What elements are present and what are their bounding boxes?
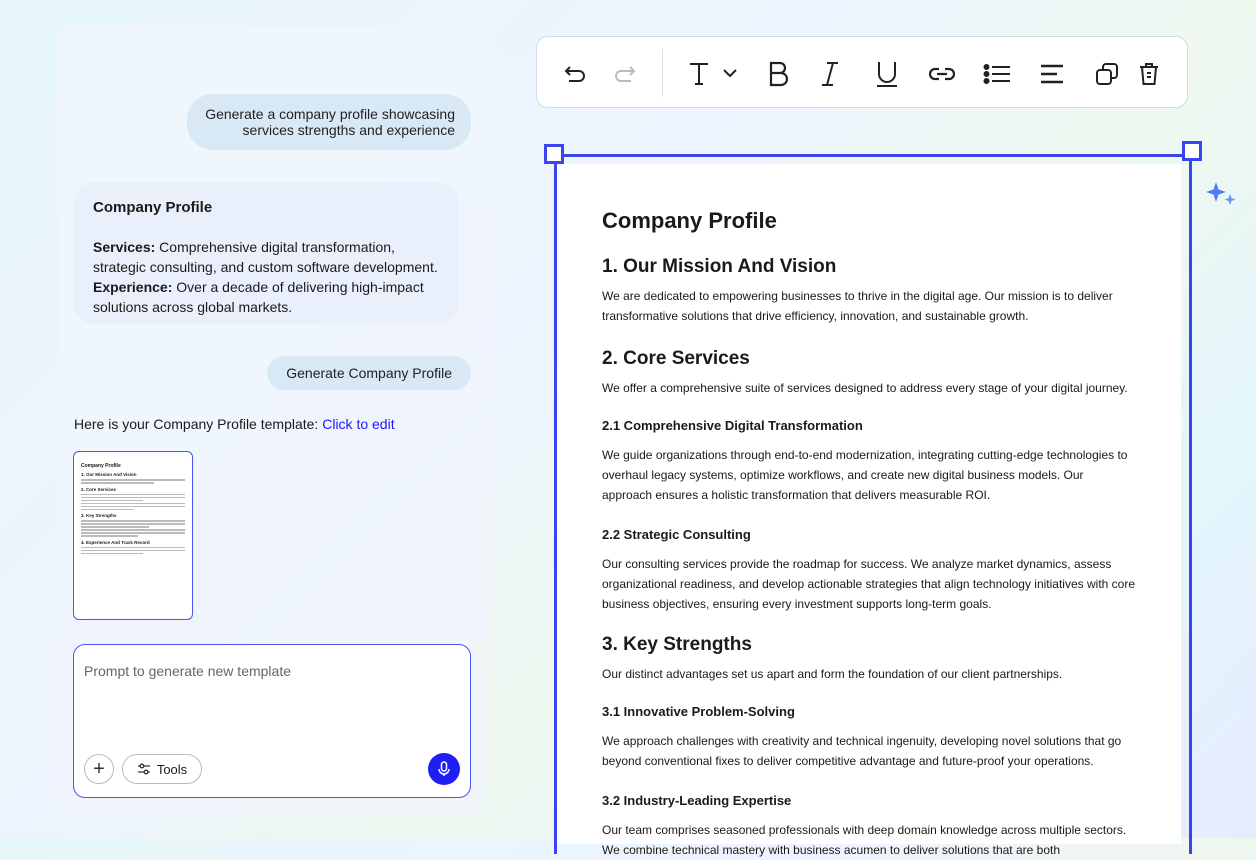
- link-button[interactable]: [927, 59, 957, 89]
- ai-card-experience: Experience: Over a decade of delivering high-impact solutions across global markets.: [93, 279, 424, 315]
- chat-panel: [58, 26, 486, 814]
- subsection-heading: 2.2 Strategic Consulting: [602, 527, 751, 542]
- text-style-icon: [686, 61, 746, 87]
- undo-icon: [564, 64, 588, 84]
- subsection-heading: 3.2 Industry-Leading Expertise: [602, 793, 792, 808]
- subsection-text: We approach challenges with creativity and technical ingenuity, developing novel solutions that go beyond conventional fixes to deliver competitive advantage and future-proof your operations.: [602, 734, 1122, 768]
- thumb-heading: 3. Key Strengths: [81, 513, 117, 518]
- subsection-text: Our consulting services provide the roadmap for success. We analyze market dynamics, assess organizational readiness, and develop actionable strategies that align technology initiatives with core business objectives, ensuring every investment supports long-term goals.: [602, 557, 1135, 611]
- underline-icon: [875, 60, 899, 88]
- template-thumbnail[interactable]: [73, 451, 193, 620]
- redo-button[interactable]: [609, 59, 639, 89]
- subsection-heading: 2.1 Comprehensive Digital Transformation: [602, 418, 863, 433]
- subsection-heading: 3.1 Innovative Problem-Solving: [602, 704, 795, 719]
- underline-button[interactable]: [872, 59, 902, 89]
- list-button[interactable]: [982, 59, 1012, 89]
- bold-icon: [767, 61, 789, 87]
- document-page[interactable]: [557, 164, 1181, 857]
- section-heading: 1. Our Mission And Vision: [602, 256, 837, 277]
- text-style-dropdown[interactable]: [685, 59, 747, 89]
- undo-button[interactable]: [561, 59, 591, 89]
- resize-handle-top-right[interactable]: [1182, 141, 1202, 161]
- subsection-text: We guide organizations through end-to-end modernization, integrating cutting-edge technologies to overhaul legacy systems, optimize workflows, and create new digital business models. Our approach ensures a holistic transformation that delivers measurable ROI.: [602, 448, 1128, 502]
- italic-button[interactable]: [815, 59, 845, 89]
- user-message: Generate a company profile showcasing services strengths and experience: [187, 94, 471, 150]
- prompt-input[interactable]: [84, 663, 454, 723]
- tools-button[interactable]: [122, 754, 202, 784]
- duplicate-icon: [1095, 62, 1119, 86]
- sparkle-icon: [1204, 180, 1238, 210]
- duplicate-button[interactable]: [1092, 59, 1122, 89]
- prompt-box: [73, 644, 471, 798]
- editor-toolbar: [536, 36, 1188, 108]
- align-icon: [1040, 64, 1064, 84]
- template-message: Here is your Company Profile template: Click to edit: [74, 416, 395, 432]
- thumb-heading: 2. Core Services: [81, 486, 117, 492]
- plus-icon: +: [93, 757, 105, 780]
- toolbar-divider: [662, 49, 663, 97]
- mic-button[interactable]: [428, 753, 460, 785]
- align-button[interactable]: [1037, 59, 1067, 89]
- thumb-heading: 1. Our Mission And Vision: [81, 472, 137, 477]
- bold-button[interactable]: [763, 59, 793, 89]
- add-button[interactable]: [84, 754, 114, 784]
- section-text: We are dedicated to empowering businesses to thrive in the digital age. Our mission is to deliver transformative solutions that drive efficiency, innovation, and sustainable growth.: [602, 289, 1113, 323]
- ai-card-title: Company Profile: [93, 199, 213, 216]
- list-icon: [984, 64, 1010, 84]
- sliders-icon: [137, 763, 151, 775]
- thumb-heading: 4. Experience And Track Record: [81, 539, 150, 545]
- ai-card-services: Services: Comprehensive digital transformation, strategic consulting, and custom software development.: [93, 239, 438, 275]
- section-text: We offer a comprehensive suite of services designed to address every stage of your digital journey.: [602, 381, 1128, 395]
- subsection-text: Our team comprises seasoned professionals with deep domain knowledge across multiple sectors. We combine technical mastery with business acumen to deliver solutions that are both: [602, 823, 1127, 857]
- trash-icon: [1138, 62, 1160, 86]
- section-heading: 3. Key Strengths: [602, 634, 752, 655]
- thumb-title: Company Profile: [81, 463, 121, 469]
- italic-icon: [820, 61, 840, 87]
- redo-icon: [612, 64, 636, 84]
- resize-handle-top-left[interactable]: [544, 144, 564, 164]
- section-text: Our distinct advantages set us apart and form the foundation of our client partnerships.: [602, 667, 1063, 681]
- section-heading: 2. Core Services: [602, 348, 750, 369]
- link-icon: [929, 67, 955, 81]
- tools-label: Tools: [156, 761, 188, 777]
- click-to-edit-link[interactable]: Click to edit: [322, 416, 395, 432]
- mic-icon: [438, 761, 450, 777]
- ai-response-card: [73, 182, 459, 324]
- delete-button[interactable]: [1134, 59, 1164, 89]
- document-title: Company Profile: [602, 208, 777, 233]
- user-message: Generate Company Profile: [267, 356, 471, 390]
